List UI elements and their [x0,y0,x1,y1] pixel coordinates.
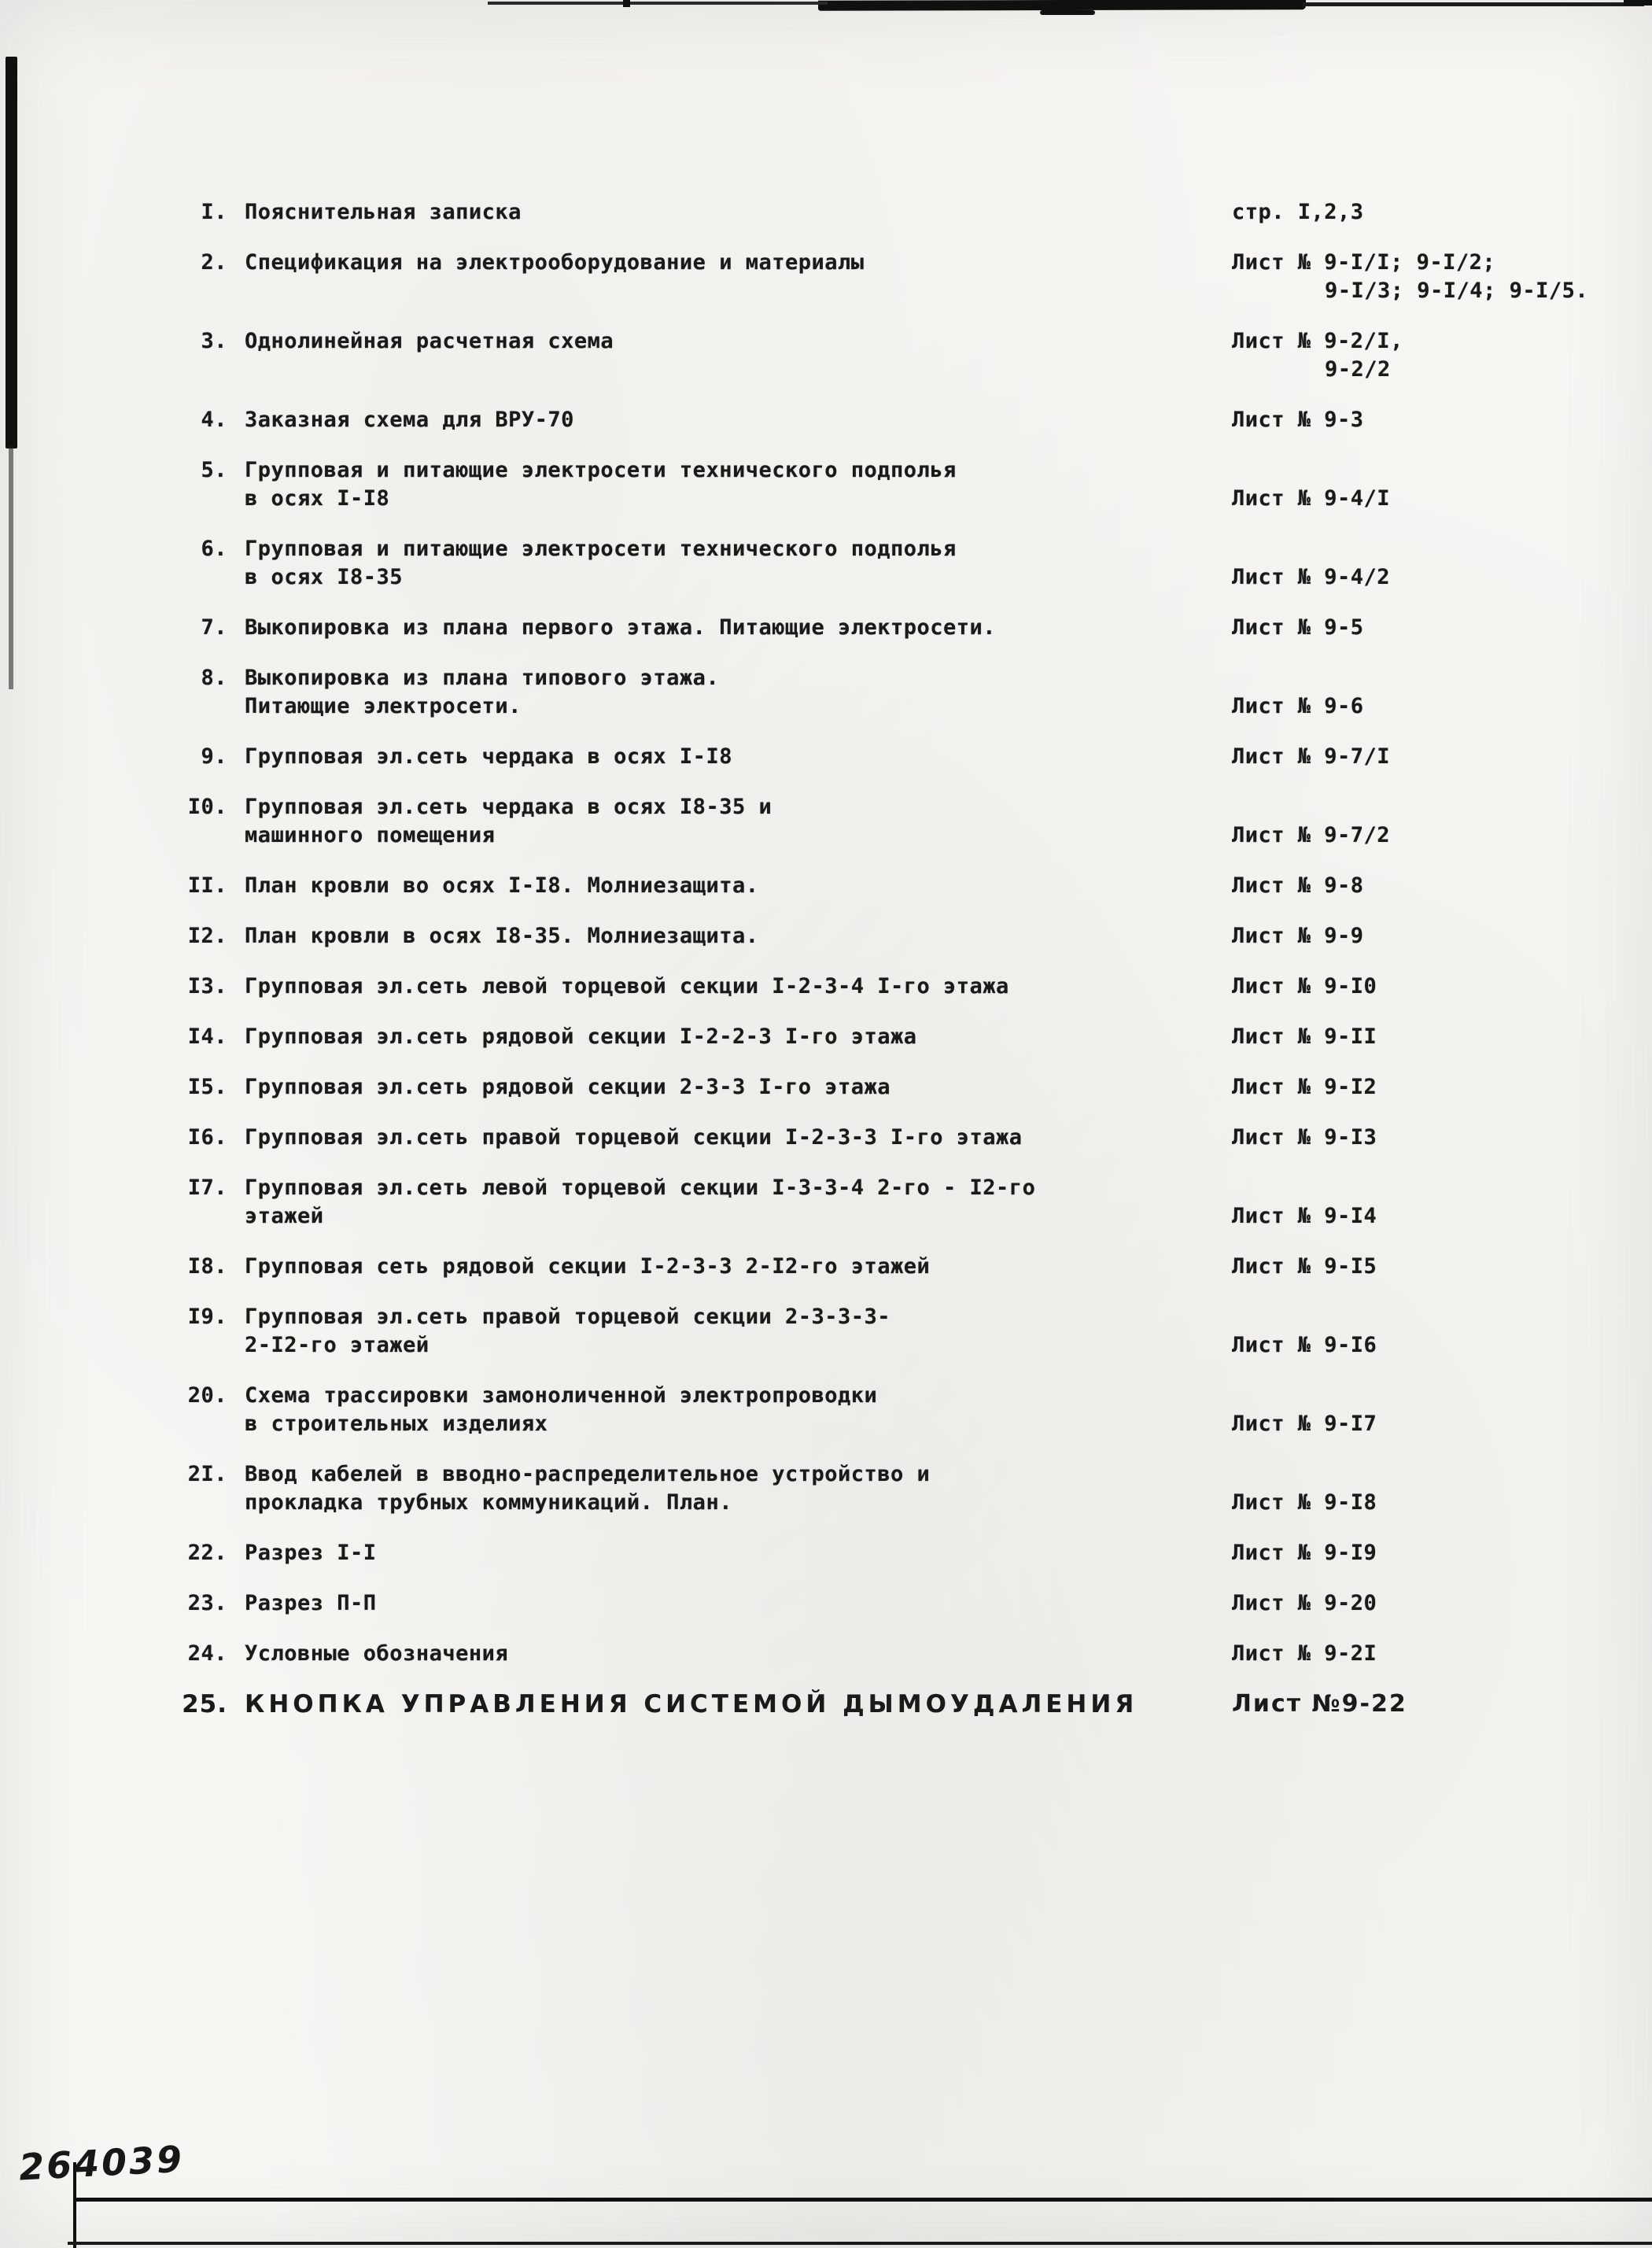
toc-item [177,1460,1602,1517]
scan-artifact-top-tick [623,0,630,7]
toc-item-sheet-ref [1232,973,1602,1001]
toc-item-number: 6. [201,537,227,561]
toc-item-sheet-ref [1232,821,1602,850]
toc-item-description-line: Выкопировка из плана первого этажа. Питающие электросети. [245,615,997,640]
toc-item-number: 22. [187,1541,227,1565]
toc-item [177,1073,1602,1102]
toc-item-description [245,614,1215,642]
toc-item-description [245,406,1215,434]
toc-item-sheet-ref [1232,1073,1602,1102]
toc-item-sheet-ref [1232,327,1602,384]
toc-item [177,1539,1602,1567]
toc-item-description-line: Групповая и питающие электросети технического подполья [245,458,957,482]
toc-item-description [245,922,1215,951]
toc-item-sheet-ref-line: Лист № 9-II [1232,1024,1377,1049]
toc-item-description-line: Ввод кабелей в вводно-распределительное устройство и [245,1462,931,1486]
toc-item-sheet-ref-line: Лист №9-22 [1232,1690,1407,1718]
toc-item-sheet-ref [1232,1331,1602,1360]
toc-item-sheet-ref [1232,1410,1602,1438]
toc-item-sheet-ref [1232,1023,1602,1051]
toc-item-number: 2. [201,250,227,275]
toc-item-description [245,743,1215,771]
scan-artifact-top-line-right [1303,2,1644,6]
toc-item-sheet-ref [1232,1124,1602,1152]
toc-item-description [245,872,1215,900]
toc-item-sheet-ref [1232,1589,1602,1618]
toc-item-number: I2. [187,924,227,948]
toc-item-sheet-ref [1232,743,1602,771]
toc-item-description-line: Групповая эл.сеть рядовой секции I-2-2-3 I-го этажа [245,1024,917,1049]
toc-item-sheet-ref-line: 9-2/2 [1325,357,1391,382]
toc-item-sheet-ref-line: Лист № 9-I4 [1232,1204,1377,1228]
toc-item-sheet-ref [1232,1253,1602,1281]
toc-item [177,922,1602,951]
toc-item [177,1023,1602,1051]
toc-item-sheet-ref-line: Лист № 9-20 [1232,1591,1377,1615]
toc-item-number: I9. [187,1305,227,1329]
toc-item-sheet-ref [1232,1202,1602,1231]
toc-item-sheet-ref [1232,872,1602,900]
toc-item-number: 8. [201,666,227,690]
toc-item-sheet-ref-line: Лист № 9-5 [1232,615,1364,640]
toc-item-description [245,1073,1215,1102]
toc-item-sheet-ref-line: Лист № 9-4/I [1232,486,1391,511]
toc-item-number: 25. [182,1690,227,1718]
toc-item-sheet-ref-line: Лист № 9-I2 [1232,1075,1377,1099]
toc-item-description-line: машинного помещения [245,823,496,847]
toc-item-sheet-ref-line: Лист № 9-9 [1232,924,1364,948]
toc-item [177,249,1602,305]
toc-item-number: II. [187,873,227,898]
toc-item-number: I7. [187,1176,227,1200]
toc-item-description-line: Групповая эл.сеть чердака в осях I-I8 [245,744,732,769]
toc-item [177,198,1602,227]
toc-item-description-line: в строительных изделиях [245,1412,548,1436]
toc-item-description-line: План кровли в осях I8-35. Молниезащита. [245,924,759,948]
scan-artifact-top-blob [1040,10,1095,15]
table-of-contents [177,198,1602,1740]
toc-item-sheet-ref-line: Лист № 9-8 [1232,873,1364,898]
toc-item [177,743,1602,771]
toc-item-description-line: Схема трассировки замоноличенной электропроводки [245,1383,878,1408]
toc-item-description-line: Питающие электросети. [245,694,522,718]
toc-item-description [245,198,1215,227]
scan-artifact-top-right-corner [1624,0,1652,6]
toc-item-number: 23. [187,1591,227,1615]
toc-item-description [245,535,1215,592]
toc-item-sheet-ref-line: Лист № 9-I7 [1232,1412,1377,1436]
toc-item-description [245,1460,1215,1517]
toc-item-description [245,1690,1215,1718]
toc-item [177,664,1602,721]
toc-item-sheet-ref [1232,485,1602,513]
toc-item-description [245,1640,1215,1668]
toc-item-description-line: Групповая и питающие электросети технического подполья [245,537,957,561]
toc-item-sheet-ref-line: Лист № 9-I6 [1232,1333,1377,1357]
toc-item [177,614,1602,642]
toc-item-description [245,1303,1215,1360]
toc-item-description [245,1023,1215,1051]
scan-artifact-left-thin-line [9,445,13,689]
toc-item-description-line: Заказная схема для ВРУ-70 [245,408,574,432]
toc-item-number: I8. [187,1254,227,1279]
toc-item [177,327,1602,384]
scan-artifact-bottom-line [76,2198,1652,2202]
scan-artifact-bottom-edge [68,2242,1652,2245]
toc-item-description [245,664,1215,721]
toc-item-number: 24. [187,1641,227,1666]
toc-item-sheet-ref-line: Лист № 9-7/2 [1232,823,1391,847]
toc-item-number: 7. [201,615,227,640]
toc-item-description-line: в осях I-I8 [245,486,390,511]
toc-item-number: I. [201,200,227,224]
toc-item-number: 20. [187,1383,227,1408]
toc-item-sheet-ref-line: Лист № 9-6 [1232,694,1364,718]
toc-item-description-line: Групповая сеть рядовой секции I-2-3-3 2-I2-го этажей [245,1254,931,1279]
toc-item-number: 4. [201,408,227,432]
toc-item-description [245,973,1215,1001]
toc-item-sheet-ref [1232,614,1602,642]
toc-item-description-line: 2-I2-го этажей [245,1333,430,1357]
toc-item-description-line: Пояснительная записка [245,200,522,224]
toc-item-sheet-ref [1232,1690,1602,1718]
toc-item [177,872,1602,900]
toc-item-sheet-ref-line: Лист № 9-I5 [1232,1254,1377,1279]
toc-item [177,1382,1602,1438]
toc-item-sheet-ref-line: Лист № 9-4/2 [1232,565,1391,589]
toc-item-description [245,793,1215,850]
toc-item-number: 9. [201,744,227,769]
toc-item-description [245,249,1215,305]
toc-item-description-line: Условные обозначения [245,1641,509,1666]
toc-item-description-line: Спецификация на электрооборудование и материалы [245,250,865,275]
toc-item-sheet-ref-line: Лист № 9-2/I, [1232,329,1403,353]
toc-item-sheet-ref [1232,1489,1602,1517]
toc-item-sheet-ref-line: 9-I/3; 9-I/4; 9-I/5. [1325,279,1589,303]
toc-item-description [245,1124,1215,1152]
toc-item-number: 3. [201,329,227,353]
toc-item-description-line: Групповая эл.сеть левой торцевой секции I-3-3-4 2-го - I2-го [245,1176,1036,1200]
toc-item-sheet-ref-line: Лист № 9-2I [1232,1641,1377,1666]
toc-item-number: 2I. [187,1462,227,1486]
toc-item-description-line: Разрез I-I [245,1541,377,1565]
toc-item-description [245,1539,1215,1567]
handwritten-archive-number: 264039 [17,2137,186,2189]
toc-item-description-line: Групповая эл.сеть чердака в осях I8-35 и [245,795,773,819]
scan-artifact-top-line-left [488,2,828,5]
toc-item-description [245,327,1215,384]
toc-item-description [245,1253,1215,1281]
toc-item-description-line: Разрез П-П [245,1591,377,1615]
toc-item [177,1640,1602,1668]
toc-item-description [245,1174,1215,1231]
toc-item-sheet-ref [1232,692,1602,721]
toc-item-description-line: этажей [245,1204,324,1228]
toc-item-description-line: Групповая эл.сеть правой торцевой секции 2-3-3-3- [245,1305,891,1329]
toc-item-description-line: в осях I8-35 [245,565,404,589]
toc-item-description [245,1589,1215,1618]
toc-item [177,973,1602,1001]
scan-artifact-top-bar [818,0,1306,11]
toc-item-description-line: Однолинейная расчетная схема [245,329,614,353]
toc-item-description [245,1382,1215,1438]
toc-item-description-line: План кровли во осях I-I8. Молниезащита. [245,873,759,898]
toc-item-sheet-ref-line: стр. I,2,3 [1232,200,1364,224]
toc-item-sheet-ref-line: Лист № 9-I8 [1232,1490,1377,1515]
toc-item-sheet-ref-line: Лист № 9-I9 [1232,1541,1377,1565]
toc-item-sheet-ref-line: Лист № 9-I/I; 9-I/2; [1232,250,1496,275]
toc-item-description-line: Групповая эл.сеть рядовой секции 2-3-3 I-го этажа [245,1075,891,1099]
toc-item [177,456,1602,513]
toc-item-sheet-ref [1232,198,1602,227]
toc-item-number: 5. [201,458,227,482]
toc-item [177,406,1602,434]
toc-item [177,1589,1602,1618]
toc-item-description [245,456,1215,513]
toc-item-description-line: Групповая эл.сеть левой торцевой секции I-2-3-4 I-го этажа [245,974,1009,998]
toc-item-sheet-ref [1232,1539,1602,1567]
toc-item [177,1174,1602,1231]
toc-item-sheet-ref-line: Лист № 9-3 [1232,408,1364,432]
toc-item-description-line: прокладка трубных коммуникаций. План. [245,1490,732,1515]
toc-item-number: I3. [187,974,227,998]
toc-item [177,535,1602,592]
toc-item [177,793,1602,850]
toc-item-number: I6. [187,1125,227,1150]
toc-item-description-line: Выкопировка из плана типового этажа. [245,666,720,690]
toc-item [177,1124,1602,1152]
toc-item-sheet-ref [1232,563,1602,592]
toc-item [177,1253,1602,1281]
scan-artifact-left-bar [6,57,17,448]
toc-item-sheet-ref [1232,406,1602,434]
toc-item-sheet-ref [1232,1640,1602,1668]
toc-item-sheet-ref [1232,922,1602,951]
toc-item-description-line: Групповая эл.сеть правой торцевой секции I-2-3-3 I-го этажа [245,1125,1023,1150]
toc-item-number: I5. [187,1075,227,1099]
toc-item [177,1690,1602,1718]
toc-item-sheet-ref-line: Лист № 9-I0 [1232,974,1377,998]
toc-item [177,1303,1602,1360]
toc-item-number: I4. [187,1024,227,1049]
toc-item-number: I0. [187,795,227,819]
toc-item-sheet-ref [1232,249,1602,305]
toc-item-sheet-ref-line: Лист № 9-7/I [1232,744,1391,769]
toc-item-description-line: КНОПКА УПРАВЛЕНИЯ СИСТЕМОЙ ДЫМОУДАЛЕНИЯ [245,1690,1138,1718]
toc-item-sheet-ref-line: Лист № 9-I3 [1232,1125,1377,1150]
